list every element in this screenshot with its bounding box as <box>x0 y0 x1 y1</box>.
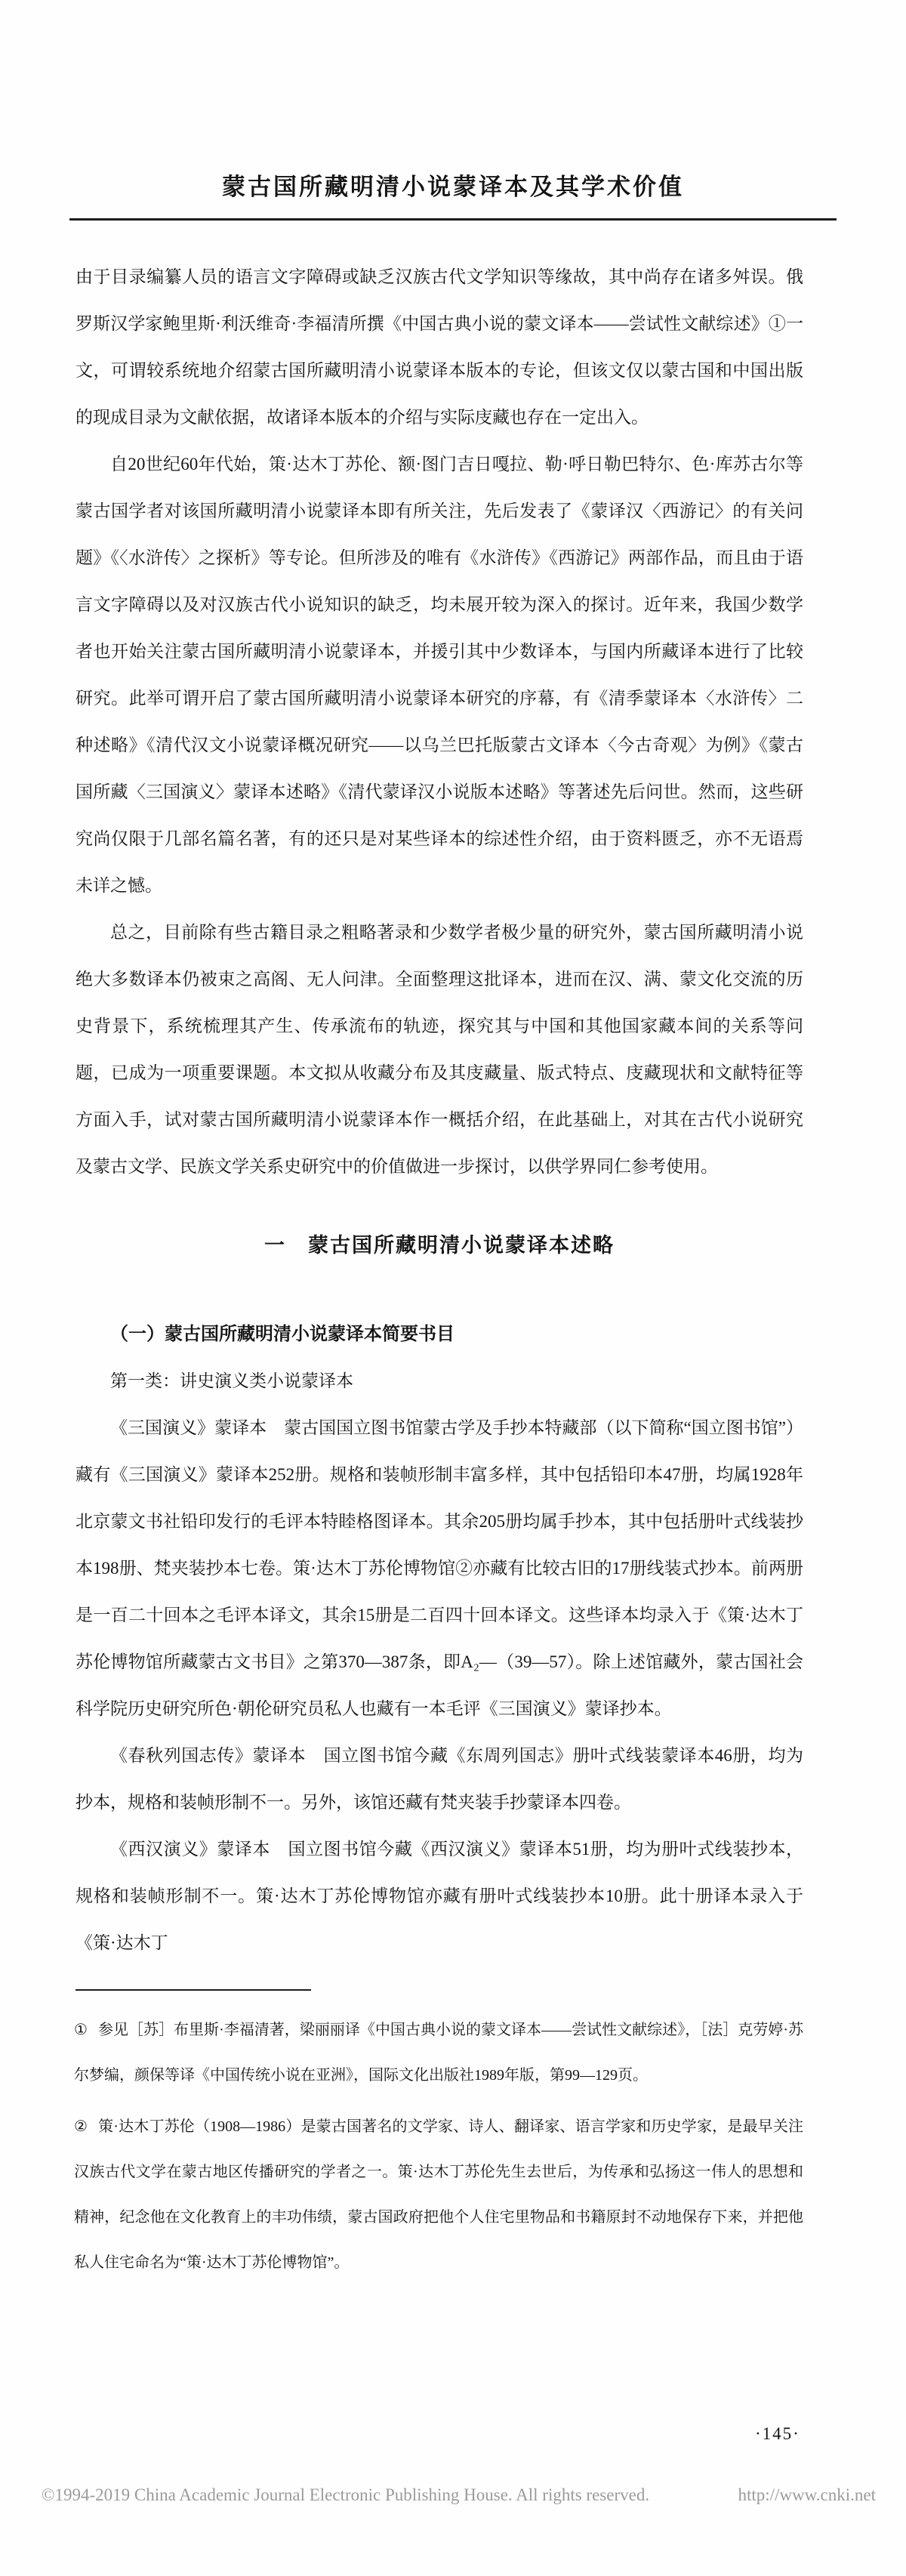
category-line: 第一类：讲史演义类小说蒙译本 <box>110 1371 353 1390</box>
watermark <box>42 2485 876 2505</box>
section-heading: 一 蒙古国所藏明清小说蒙译本述略 <box>264 1234 615 1257</box>
header-rule <box>69 218 837 221</box>
watermark-copyright: ©1994-2019 China Academic Journal Electronic Publishing House. All rights reserved. <box>42 2485 650 2504</box>
footnote <box>74 2007 803 2098</box>
footnote-marker: ① <box>74 2022 88 2038</box>
footnote-separator <box>76 1989 311 1991</box>
article-body <box>76 254 803 1967</box>
footnote <box>74 2104 803 2285</box>
page-title: 蒙古国所藏明清小说蒙译本及其学术价值 <box>222 174 684 200</box>
paragraph: 总之，目前除有些古籍目录之粗略著录和少数学者极少量的研究外，蒙古国所藏明清小说绝大多数译本仍被束之高阁、无人问津。全面整理这批译本，进而在汉、满、蒙文化交流的历史背景下，系统梳理其产生、传承流布的轨迹，探究其与中国和其他国家藏本间的关系等问题，已成为一项重要课题。本文拟从收藏分布及其庋藏量、版式特点、庋藏现状和文献特征等方面入手，试对蒙古国所藏明清小说蒙译本作一概括介绍，在此基础上，对其在古代小说研究及蒙古文学、民族文学关系史研究中的价值做进一步探讨，以供学界同仁参考使用。 <box>76 923 803 1176</box>
footnote-marker: ② <box>74 2118 88 2135</box>
paragraph: 《西汉演义》蒙译本 国立图书馆今藏《西汉演义》蒙译本51册，均为册叶式线装抄本，规格和装帧形制不一。策·达木丁苏伦博物馆亦藏有册叶式线装抄本10册。此十册译本录入于《策·达木丁 <box>76 1840 803 1952</box>
footnotes-section <box>74 1989 803 2291</box>
footnote-text: 策·达木丁苏伦（1908—1986）是蒙古国著名的文学家、诗人、翻译家、语言学家和历史学家，是最早关注汉族古代文学在蒙古地区传播研究的学者之一。策·达木丁苏伦先生去世后，为传承和弘扬这一伟人的思想和精神，纪念他在文化教育上的丰功伟绩，蒙古国政府把他个人住宅里物品和书籍原封不动地保存下来，并把他私人住宅命名为“策·达木丁苏伦博物馆”。 <box>74 2118 803 2271</box>
subsection-heading: （一）蒙古国所藏明清小说蒙译本简要书目 <box>110 1325 455 1344</box>
paragraph: 自20世纪60年代始，策·达木丁苏伦、额·图门吉日嘎拉、勒·呼日勒巴特尔、色·库苏古尔等蒙古国学者对该国所藏明清小说蒙译本即有所关注，先后发表了《蒙译汉〈西游记〉的有关问题》《〈水浒传〉之探析》等专论。但所涉及的唯有《水浒传》《西游记》两部作品，而且由于语言文字障碍以及对汉族古代小说知识的缺乏，均未展开较为深入的探讨。近年来，我国少数学者也开始关注蒙古国所藏明清小说蒙译本，并援引其中少数译本，与国内所藏译本进行了比较研究。此举可谓开启了蒙古国所藏明清小说蒙译本研究的序幕，有《清季蒙译本〈水浒传〉二种述略》《清代汉文小说蒙译概况研究——以乌兰巴托版蒙古文译本〈今古奇观〉为例》《蒙古国所藏〈三国演义〉蒙译本述略》《清代蒙译汉小说版本述略》等著述先后问世。然而，这些研究尚仅限于几部名篇名著，有的还只是对某些译本的综述性介绍，由于资料匮乏，亦不无语焉未详之憾。 <box>76 455 803 895</box>
footnote-text: 参见［苏］布里斯·李福清著，梁丽丽译《中国古典小说的蒙文译本——尝试性文献综述》，［法］克劳婷·苏尔梦编，颜保等译《中国传统小说在亚洲》，国际文化出版社1989年版，第99—129页。 <box>74 2022 803 2084</box>
paragraph: 《春秋列国志传》蒙译本 国立图书馆今藏《东周列国志》册叶式线装蒙译本46册，均为抄本，规格和装帧形制不一。另外，该馆还藏有梵夹装手抄蒙译本四卷。 <box>76 1746 803 1812</box>
paragraph: 由于目录编纂人员的语言文字障碍或缺乏汉族古代文学知识等缘故，其中尚存在诸多舛误。俄罗斯汉学家鲍里斯·利沃维奇·李福清所撰《中国古典小说的蒙文译本——尝试性文献综述》①一文，可谓较系统地介绍蒙古国所藏明清小说蒙译本版本的专论，但该文仅以蒙古国和中国出版的现成目录为文献依据，故诸译本版本的介绍与实际庋藏也存在一定出入。 <box>76 267 803 427</box>
watermark-url: http://www.cnki.net <box>738 2485 876 2504</box>
page-number: ·145· <box>755 2424 800 2443</box>
paragraph: 《三国演义》蒙译本 蒙古国国立图书馆蒙古学及手抄本特藏部（以下简称“国立图书馆”）藏有《三国演义》蒙译本252册。规格和装帧形制丰富多样，其中包括铅印本47册，均属1928年北京蒙文书社铅印发行的毛评本特睦格图译本。其余205册均属手抄本，其中包括册叶式线装抄本198册、梵夹装抄本七卷。策·达木丁苏伦博物馆②亦藏有比较古旧的17册线装式抄本。前两册是一百二十回本之毛评本译文，其余15册是二百四十回本译文。这些译本均录入于《策·达木丁苏伦博物馆所藏蒙古文书目》之第370—387条，即A₂—（39—57）。除上述馆藏外，蒙古国社会科学院历史研究所色·朝伦研究员私人也藏有一本毛评《三国演义》蒙译抄本。 <box>76 1418 803 1718</box>
